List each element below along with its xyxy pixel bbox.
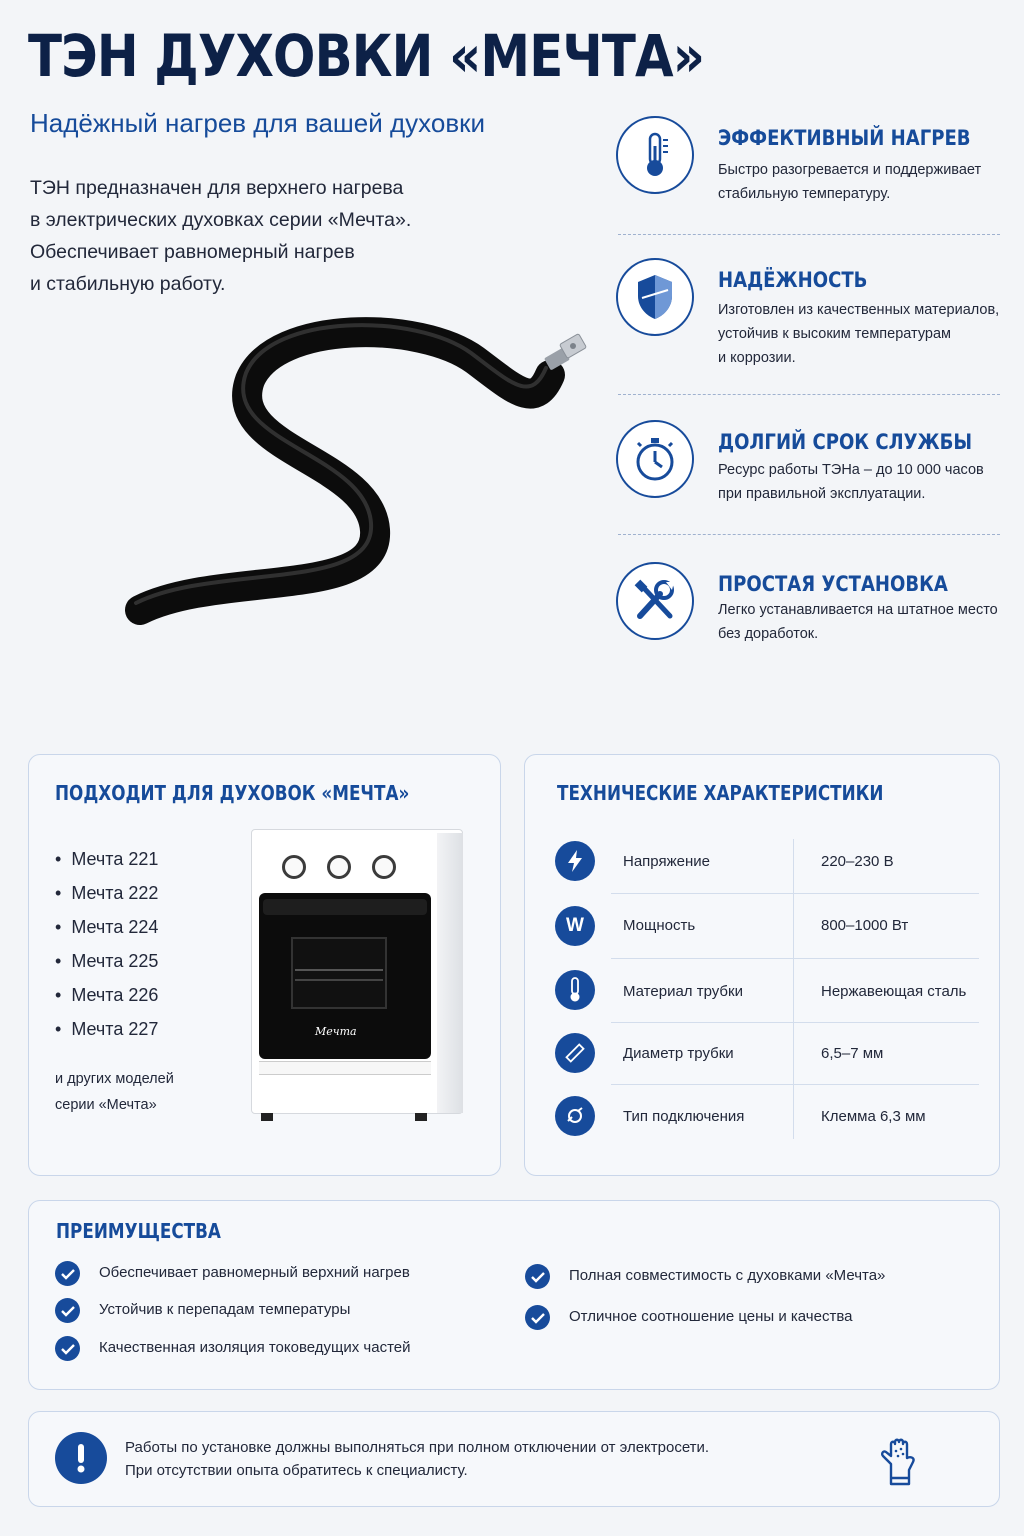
check-icon	[55, 1336, 80, 1361]
card-title: ПРЕИМУЩЕСТВА	[56, 1219, 221, 1243]
divider	[793, 839, 794, 1139]
divider	[611, 1022, 979, 1023]
spec-name: Диаметр трубки	[623, 1045, 734, 1062]
feature-text: Изготовлен из качественных материалов,	[718, 302, 1000, 318]
check-icon	[55, 1298, 80, 1323]
divider	[618, 534, 1000, 535]
specs-card	[524, 754, 1000, 1176]
list-item: • Мечта 222	[55, 883, 158, 904]
feature-easy-install	[616, 562, 1000, 682]
warning-card	[28, 1411, 1000, 1507]
thermometer-icon	[616, 116, 694, 194]
advantage-text: Полная совместимость с духовками «Мечта»	[569, 1267, 886, 1284]
list-item: • Мечта 224	[55, 917, 158, 938]
card-title: ПОДХОДИТ ДЛЯ ДУХОВОК «МЕЧТА»	[55, 781, 410, 805]
feature-title: ЭФФЕКТИВНЫЙ НАГРЕВ	[718, 126, 971, 150]
models-note: серии «Мечта»	[55, 1097, 157, 1113]
thermometer-icon	[555, 970, 595, 1010]
advantage-text: Устойчив к перепадам температуры	[99, 1301, 351, 1318]
shield-icon	[616, 258, 694, 336]
intro-line: ТЭН предназначен для верхнего нагрева	[30, 177, 404, 199]
feature-text: Легко устанавливается на штатное место	[718, 602, 998, 618]
divider	[618, 234, 1000, 235]
tools-icon	[616, 562, 694, 640]
feature-text: устойчив к высоким температурам	[718, 326, 952, 342]
spec-value: 220–230 В	[821, 853, 894, 870]
spec-value: Клемма 6,3 мм	[821, 1108, 926, 1125]
terminal-icon	[555, 1096, 595, 1136]
spec-name: Мощность	[623, 917, 696, 934]
advantage-text: Отличное соотношение цены и качества	[569, 1308, 853, 1325]
list-item: • Мечта 226	[55, 985, 158, 1006]
watt-icon-text: W	[566, 915, 584, 936]
ruler-icon	[555, 1033, 595, 1073]
intro-line: в электрических духовках серии «Мечта».	[30, 209, 412, 231]
warning-text: Работы по установке должны выполняться при полном отключении от электросети.	[125, 1439, 710, 1456]
lightning-icon	[555, 841, 595, 881]
advantage-text: Качественная изоляция токоведущих частей	[99, 1339, 411, 1356]
heating-element-image	[110, 300, 610, 680]
page-title: ТЭН ДУХОВКИ «МЕЧТА»	[28, 22, 705, 90]
list-item: • Мечта 227	[55, 1019, 158, 1040]
intro-line: Обеспечивает равномерный нагрев	[30, 241, 355, 263]
watt-icon	[555, 906, 595, 946]
card-title: ТЕХНИЧЕСКИЕ ХАРАКТЕРИСТИКИ	[557, 781, 884, 805]
divider	[618, 394, 1000, 395]
models-note: и других моделей	[55, 1071, 174, 1087]
check-icon	[525, 1305, 550, 1330]
feature-reliability	[616, 258, 1000, 378]
feature-long-service	[616, 420, 1000, 540]
feature-text: без доработок.	[718, 626, 819, 642]
warning-text: При отсутствии опыта обратитесь к специалисту.	[125, 1462, 468, 1479]
feature-text: Ресурс работы ТЭНа – до 10 000 часов	[718, 462, 984, 478]
feature-text: Быстро разогревается и поддерживает	[718, 162, 982, 178]
feature-efficient-heating	[616, 116, 1000, 236]
check-icon	[55, 1261, 80, 1286]
intro-text	[30, 172, 450, 300]
page-subtitle: Надёжный нагрев для вашей духовки	[30, 108, 486, 138]
spec-name: Материал трубки	[623, 983, 743, 1000]
exclamation-icon	[55, 1432, 107, 1484]
spec-value: Нержавеющая сталь	[821, 983, 967, 1000]
spec-name: Тип подключения	[623, 1108, 745, 1125]
intro-line: и стабильную работу.	[30, 273, 226, 295]
list-item: • Мечта 221	[55, 849, 158, 870]
spec-value: 6,5–7 мм	[821, 1045, 884, 1062]
feature-text: стабильную температуру.	[718, 186, 891, 202]
oven-brand-logo: Мечта	[315, 1025, 357, 1038]
advantages-card	[28, 1200, 1000, 1390]
advantage-text: Обеспечивает равномерный верхний нагрев	[99, 1264, 410, 1281]
feature-text: и коррозии.	[718, 350, 796, 366]
stopwatch-icon	[616, 420, 694, 498]
spec-name: Напряжение	[623, 853, 710, 870]
spec-value: 800–1000 Вт	[821, 917, 909, 934]
feature-title: ДОЛГИЙ СРОК СЛУЖБЫ	[718, 430, 973, 454]
feature-text: при правильной эксплуатации.	[718, 486, 926, 502]
divider	[611, 1084, 979, 1085]
divider	[611, 893, 979, 894]
feature-title: НАДЁЖНОСТЬ	[718, 268, 868, 292]
oven-image	[251, 829, 467, 1129]
feature-title: ПРОСТАЯ УСТАНОВКА	[718, 572, 948, 596]
glove-icon	[877, 1434, 929, 1493]
check-icon	[525, 1264, 550, 1289]
compatibility-card	[28, 754, 501, 1176]
list-item: • Мечта 225	[55, 951, 158, 972]
divider	[611, 958, 979, 959]
